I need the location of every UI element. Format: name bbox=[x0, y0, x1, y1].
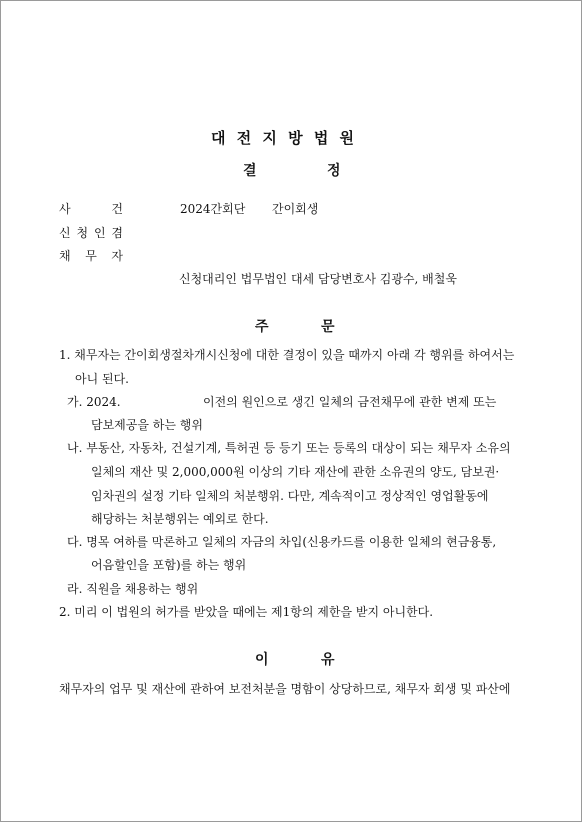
order-heading-right: 문 bbox=[321, 319, 335, 335]
applicant-label-char: 청 bbox=[76, 226, 89, 240]
applicant-label-char: 겸 bbox=[111, 226, 123, 240]
case-name: 간이회생 bbox=[272, 202, 319, 216]
debtor-label bbox=[59, 248, 123, 264]
applicant-label-char: 신 bbox=[59, 226, 71, 240]
order-sub-na-cont: 임차권의 설정 기타 일체의 처분행위. 다만, 계속적이고 정상적인 영업활동에 bbox=[91, 489, 489, 503]
debtor-representative: 신청대리인 법무법인 대세 담당변호사 김광수, 배철욱 bbox=[179, 272, 457, 286]
reason-heading-left: 이 bbox=[255, 652, 269, 668]
reason-text: 채무자의 업무 및 재산에 관하여 보전처분을 명함이 상당하므로, 채무자 회생 및 파산에 bbox=[59, 682, 511, 696]
order-sub-na-cont: 일체의 재산 및 2,000,000원 이상의 기타 재산에 관한 소유권의 양도, 담보권· bbox=[91, 465, 500, 479]
order-sub-ga-cont: 담보제공을 하는 행위 bbox=[91, 418, 203, 432]
case-number: 2024간회단 bbox=[180, 202, 246, 216]
debtor-label-char: 채 bbox=[59, 249, 71, 263]
order-sub-na: 나. 부동산, 자동차, 건설기계, 특허권 등 등기 또는 등록의 대상이 되는 채무자 소유의 bbox=[67, 441, 511, 455]
order-sub-na-cont: 해당하는 처분행위는 예외로 한다. bbox=[91, 512, 269, 526]
order-item-1-cont: 아니 된다. bbox=[75, 372, 129, 386]
doc-type-right: 정 bbox=[327, 163, 341, 179]
case-label-char: 건 bbox=[111, 202, 123, 216]
order-sub-ga: 이전의 원인으로 생긴 일체의 금전채무에 관한 변제 또는 bbox=[203, 395, 497, 409]
order-heading-left: 주 bbox=[255, 319, 269, 335]
order-sub-ra: 라. 직원을 채용하는 행위 bbox=[67, 582, 199, 596]
applicant-label bbox=[59, 225, 123, 241]
order-sub-da: 다. 명목 여하를 막론하고 일체의 자금의 차입(신용카드를 이용한 일체의 현금융통, bbox=[67, 535, 497, 549]
court-name: 대 전 지 방 법 원 bbox=[211, 129, 358, 147]
applicant-label-char: 인 bbox=[93, 226, 106, 240]
case-label bbox=[59, 201, 123, 217]
order-sub-ga-marker: 가. 2024. bbox=[67, 395, 121, 409]
order-item-2: 2. 미리 이 법원의 허가를 받았을 때에는 제1항의 제한을 받지 아니한다. bbox=[59, 605, 434, 619]
case-label-char: 사 bbox=[59, 202, 71, 216]
debtor-label-char: 자 bbox=[111, 249, 123, 263]
reason-heading-right: 유 bbox=[321, 652, 335, 668]
order-sub-da-cont: 어음할인을 포함)를 하는 행위 bbox=[91, 558, 247, 572]
order-item-1: 1. 채무자는 간이회생절차개시신청에 대한 결정이 있을 때까지 아래 각 행위를 하여서는 bbox=[59, 348, 515, 362]
doc-type-left: 결 bbox=[243, 163, 257, 179]
debtor-label-char: 무 bbox=[85, 249, 97, 263]
